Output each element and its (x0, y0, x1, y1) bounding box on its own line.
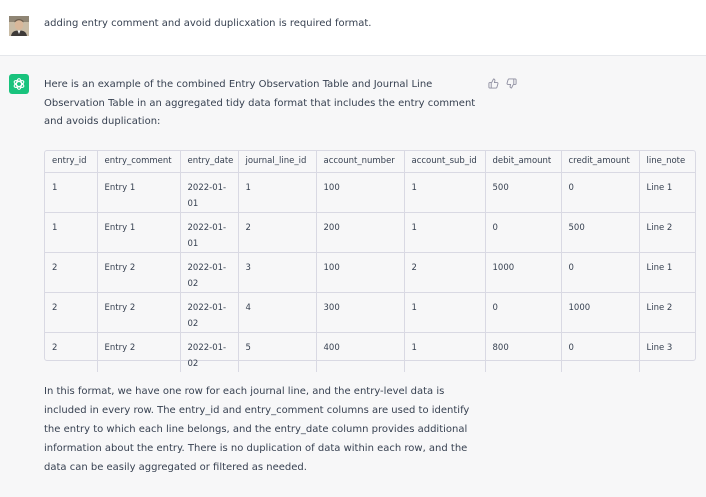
table-row (45, 252, 695, 292)
table-cell: 100 (316, 252, 404, 292)
table-cell: 3 (238, 252, 316, 292)
table-row (45, 332, 695, 372)
table-cell: 300 (316, 292, 404, 332)
table-cell: Line 3 (646, 342, 673, 353)
user-avatar-icon (9, 16, 29, 36)
observation-table (44, 150, 696, 369)
table-cell: 0 (561, 252, 639, 292)
table-cell: 1 (404, 212, 485, 252)
table-cell: 2 (45, 332, 97, 372)
table-cell: 2022-01-02 (180, 332, 238, 372)
feedback-buttons (488, 78, 517, 89)
table-cell: 2 (238, 212, 316, 252)
table-cell: 2 (45, 292, 97, 332)
table-cell: 2 (45, 252, 97, 292)
table-cell: 0 (485, 212, 561, 252)
column-header: debit_amount (485, 151, 561, 172)
column-header: account_number (316, 151, 404, 172)
user-message-row (0, 0, 706, 56)
table-cell: 1 (238, 172, 316, 212)
table-cell: 0 (561, 332, 639, 372)
thumbs-down-icon[interactable] (506, 78, 517, 89)
table-cell: 2022-01-01 (180, 212, 238, 252)
assistant-message-row (0, 56, 706, 497)
table-cell: Line 2 (639, 292, 695, 332)
table-cell: 500 (561, 212, 639, 252)
table-header-row (45, 151, 695, 172)
table-cell: 2022-01-02 (180, 252, 238, 292)
table-cell: 2022-01-02 (180, 292, 238, 332)
table-cell: 1 (404, 172, 485, 212)
table-cell: 1 (404, 332, 485, 372)
table-cell: 100 (316, 172, 404, 212)
table-body (45, 172, 695, 372)
table-cell: 800 (485, 332, 561, 372)
column-header: entry_id (45, 151, 97, 172)
assistant-avatar (9, 74, 29, 94)
table-row (45, 292, 695, 332)
table-cell: 1 (45, 212, 97, 252)
thumbs-up-icon[interactable] (488, 78, 499, 89)
table-cell: Entry 2 (97, 252, 180, 292)
assistant-intro-text: Here is an example of the combined Entry Observation Table and Journal Line Observation Table in an aggregated tidy data format that includes the entry comment and avoids duplication: (44, 79, 476, 127)
column-header: entry_date (180, 151, 238, 172)
table-cell: 5 (238, 332, 316, 372)
openai-logo-icon (12, 77, 26, 91)
table-cell: 2022-01-01 (180, 172, 238, 212)
table-cell: Entry 2 (97, 332, 180, 372)
user-message-text: adding entry comment and avoid duplicxation is required format. (44, 18, 372, 29)
table-cell: 400 (316, 332, 404, 372)
table-cell: 500 (485, 172, 561, 212)
table-cell: Entry 1 (97, 212, 180, 252)
table-cell: 0 (561, 172, 639, 212)
table-cell: Line 1 (639, 172, 695, 212)
column-header: line_note (639, 151, 695, 172)
column-header: credit_amount (561, 151, 639, 172)
table-cell: Line 1 (639, 252, 695, 292)
column-header: entry_comment (97, 151, 180, 172)
user-avatar (9, 16, 29, 36)
table-cell: 1000 (561, 292, 639, 332)
table-cell: Entry 1 (97, 172, 180, 212)
table-cell: 1 (45, 172, 97, 212)
column-header: account_sub_id (404, 151, 485, 172)
table-cell: 2 (404, 252, 485, 292)
table-cell: 0 (485, 292, 561, 332)
table-cell: Line 2 (639, 212, 695, 252)
column-header: journal_line_id (238, 151, 316, 172)
table-cell: 1 (404, 292, 485, 332)
table-row (45, 212, 695, 252)
table-cell: 4 (238, 292, 316, 332)
assistant-outro-text: In this format, we have one row for each journal line, and the entry-level data is included in every row. The entry_id and entry_comment columns are used to identify the entry to which each line belongs, and the entry_date column provides additional information about the entry. There is no duplication of data within each row, and the data can be easily aggregated or filtered as needed. (44, 386, 470, 473)
table-row (45, 172, 695, 212)
table-cell: 1000 (485, 252, 561, 292)
table-cell: Entry 2 (97, 292, 180, 332)
table-cell: 200 (316, 212, 404, 252)
data-table (45, 151, 695, 372)
